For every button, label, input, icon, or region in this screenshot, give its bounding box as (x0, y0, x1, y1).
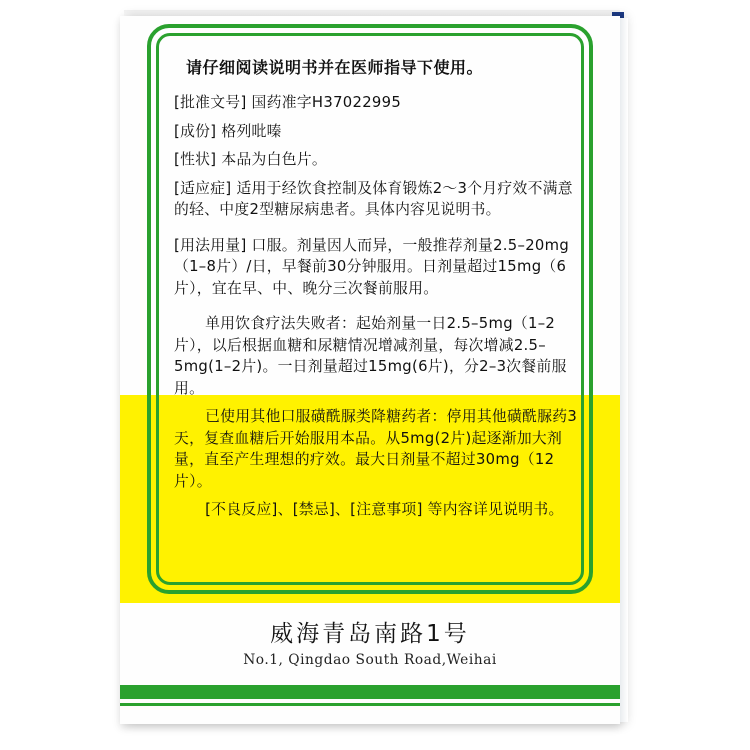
approval-number: [批准文号] 国药准字H37022995 (174, 94, 402, 111)
dosage-switch: 已使用其他口服磺酰脲类降糖药者：停用其他磺酰脲药3天，复查血糖后开始服用本品。从5mg(2片)起逐渐加大剂量，直至产生理想的疗效。最大日剂量不超过30mg（12片）。 (174, 408, 578, 490)
indications: [适应症] 适用于经饮食控制及体育锻炼2～3个月疗效不满意的轻、中度2型糖尿病患者。具体内容见说明书。 (174, 179, 573, 218)
package-text (174, 55, 580, 528)
dosage: [用法用量] 口服。剂量因人而异，一般推荐剂量2.5–20mg（1–8片）/日，早餐前30分钟服用。日剂量超过15mg（6片），宜在早、中、晚分三次餐前服用。 (174, 236, 570, 297)
usage-warning: 请仔细阅读说明书并在医师指导下使用。 (186, 58, 484, 77)
green-stripe-thin (120, 703, 620, 706)
address-english: No.1, Qingdao South Road,Weihai (243, 652, 497, 668)
green-stripe-thick (120, 685, 620, 699)
address-chinese: 威海青岛南路1号 (270, 621, 470, 647)
box-side-edge (620, 18, 628, 722)
see-leaflet: [不良反应]、[禁忌]、[注意事项] 等内容详见说明书。 (205, 501, 564, 518)
ingredients: [成份] 格列吡嗪 (174, 122, 282, 140)
dosage-diet-failure: 单用饮食疗法失败者：起始剂量一日2.5–5mg（1–2片），以后根据血糖和尿糖情况增减剂量，每次增减2.5–5mg(1–2片)。一日剂量超过15mg(6片)，分2–3次餐前服用。 (174, 315, 567, 397)
description: [性状] 本品为白色片。 (174, 151, 328, 168)
